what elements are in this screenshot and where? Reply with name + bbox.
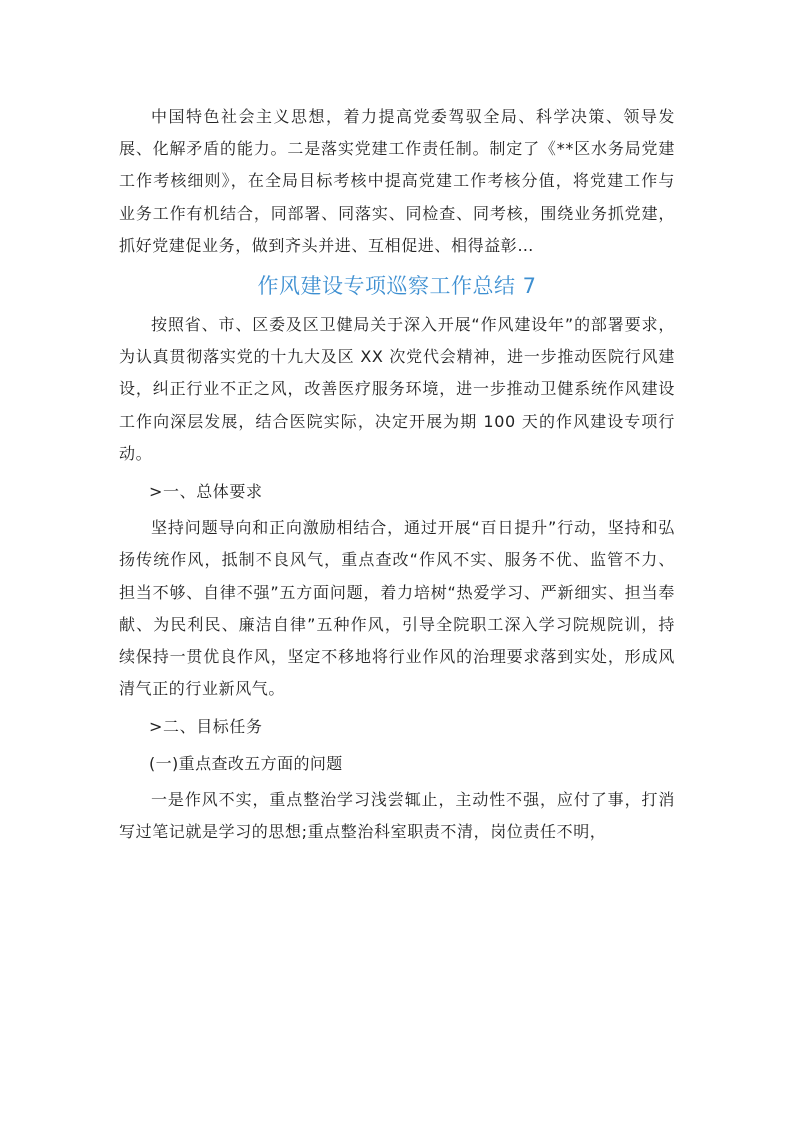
section-heading-2: >二、目标任务 <box>149 717 263 737</box>
body-paragraph-3: 一是作风不实，重点整治学习浅尝辄止，主动性不强，应付了事，打消写过笔记就是学习的思想;重点整治科室职责不清，岗位责任不明， <box>119 789 675 842</box>
intro-paragraph: 中国特色社会主义思想，着力提高党委驾驭全局、科学决策、领导发展、化解矛盾的能力。二是落实党建工作责任制。制定了《**区水务局党建工作考核细则》，在全局目标考核中提高党建工作考核分值，将党建工作与业务工作有机结合，同部署、同落实、同检查、同考核，围绕业务抓党建，抓好党建促业务，做到齐头并进、互相促进、相得益彰… <box>119 107 675 255</box>
body-paragraph-2: 坚持问题导向和正向激励相结合，通过开展“百日提升”行动，坚持和弘扬传统作风，抵制不良风气，重点查改“作风不实、服务不优、监管不力、担当不够、自律不强”五方面问题，着力培树“热爱学习、严新细实、担当奉献、为民利民、廉洁自律”五种作风，引导全院职工深入学习院规院训，持续保持一贯优良作风，坚定不移地将行业作风的治理要求落到实处，形成风清气正的行业新风气。 <box>119 518 675 699</box>
subsection-heading-1: (一)重点查改五方面的问题 <box>149 753 343 773</box>
document-title: 作风建设专项巡察工作总结 7 <box>257 274 537 299</box>
document-page <box>119 100 675 848</box>
body-paragraph-1: 按照省、市、区委及区卫健局关于深入开展“作风建设年”的部署要求，为认真贯彻落实党的十九大及区 XX 次党代会精神，进一步推动医院行风建设，纠正行业不正之风，改善医疗服务环境，进一步推动卫健系统作风建设工作向深层发展，结合医院实际，决定开展为期 100 天的作风建设专项行动。 <box>119 315 675 463</box>
section-heading-1: >一、总体要求 <box>149 482 263 502</box>
